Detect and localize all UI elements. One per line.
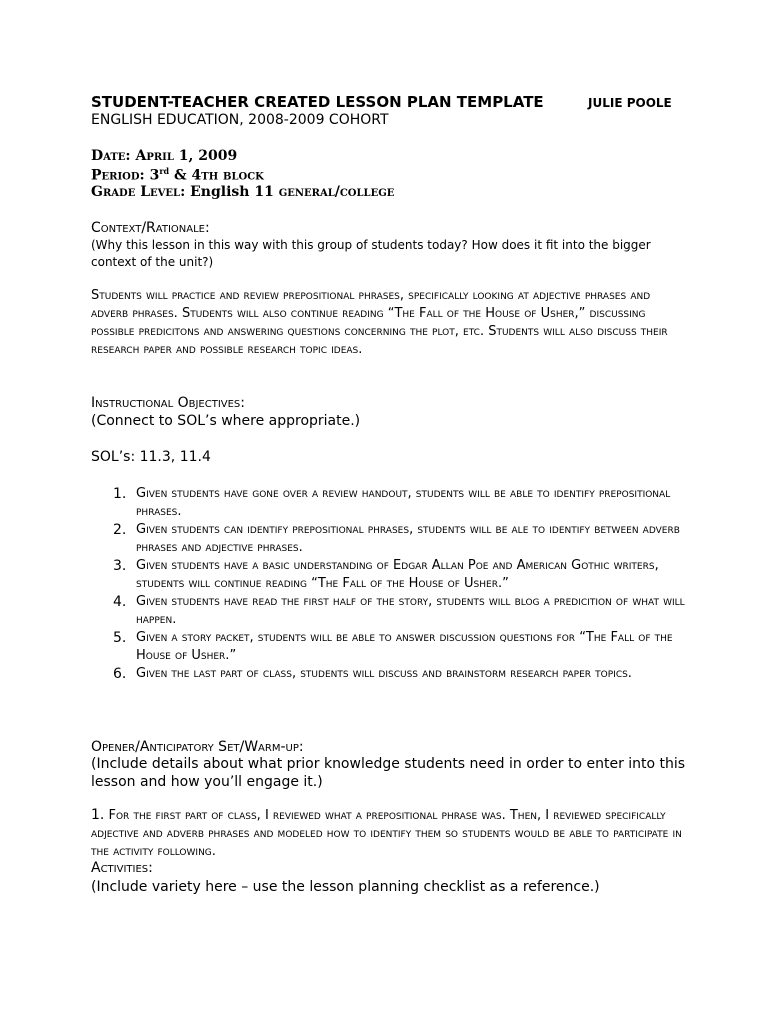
opener-step	[91, 806, 691, 861]
opener-heading: Opener/Anticipatory Set/Warm-up:	[91, 739, 304, 755]
period-value-number: 3	[149, 167, 160, 184]
grade-label: Grade Level:	[91, 184, 186, 200]
objective-number: 5.	[113, 630, 127, 646]
objective-number: 4.	[113, 594, 127, 610]
author-name: JULIE POOLE	[588, 96, 672, 110]
period-value-ordinal: rd	[159, 166, 170, 176]
objective-text: Given students have gone over a review handout, students will be able to identify prepositional phrases.	[136, 486, 671, 519]
grade-level-type: general/college	[278, 184, 395, 200]
objective-number: 2.	[113, 522, 127, 538]
grade-value: English 11	[190, 184, 274, 200]
period-label: Period:	[91, 167, 145, 184]
context-heading: Context/Rationale:	[91, 220, 210, 236]
objective-text: Given the last part of class, students will discuss and brainstorm research paper topics.	[136, 666, 632, 681]
objectives-note: (Connect to SOL’s where appropriate.)	[91, 413, 361, 429]
opener-note: (Include details about what prior knowledge students need in order to enter into this lesson and how you’ll engage it.)	[91, 756, 686, 790]
cohort-line: ENGLISH EDUCATION, 2008-2009 COHORT	[91, 112, 389, 128]
objective-text: Given students can identify prepositional phrases, students will be ale to identify between adverb phrases and adjective phrases.	[136, 522, 680, 555]
objective-item	[91, 629, 691, 665]
context-note: (Why this lesson in this way with this group of students today? How does it fit into the bigger context of the unit?)	[91, 238, 651, 269]
objective-number: 6.	[113, 666, 127, 682]
date-value: April 1, 2009	[135, 148, 238, 164]
period-line	[91, 166, 264, 184]
objective-text: Given students have a basic understanding of Edgar Allan Poe and American Gothic writers, students will continue reading “The Fall of the House of Usher.”	[136, 558, 659, 591]
objective-item	[91, 521, 691, 557]
objective-text: Given students have read the first half of the story, students will blog a predicition of what will happen.	[136, 594, 685, 627]
context-body: Students will practice and review prepositional phrases, specifically looking at adjective phrases and adverb phrases. Students will also continue reading “The Fall of the House of Usher,” discussing possible predicitons and answering questions concerning the plot, etc. Students will also discuss their research paper and possible research topic ideas.	[91, 288, 668, 357]
objective-item	[91, 485, 691, 521]
grade-line	[91, 184, 394, 200]
opener-step-number: 1.	[91, 807, 105, 823]
activities-heading: Activities:	[91, 860, 153, 876]
sol-line: SOL’s: 11.3, 11.4	[91, 449, 211, 465]
objective-item	[91, 593, 691, 629]
objective-item	[91, 557, 691, 593]
objective-number: 1.	[113, 486, 127, 502]
date-label: Date:	[91, 148, 131, 164]
objective-text: Given a story packet, students will be able to answer discussion questions for “The Fall of the House of Usher.”	[136, 630, 673, 663]
objective-item	[91, 665, 691, 683]
objective-number: 3.	[113, 558, 127, 574]
activities-note: (Include variety here – use the lesson planning checklist as a reference.)	[91, 879, 600, 895]
date-line	[91, 148, 237, 164]
opener-step-text: For the first part of class, I reviewed what a prepositional phrase was. Then, I reviewed specifically adjective and adverb phrases and modeled how to identify them so students would be able to participate in the activity following.	[91, 808, 682, 859]
objective-list	[91, 485, 691, 683]
period-value-rest: & 4th block	[169, 167, 264, 184]
objectives-heading: Instructional Objectives:	[91, 395, 245, 411]
document-title: STUDENT-TEACHER CREATED LESSON PLAN TEMPLATE	[91, 93, 544, 111]
